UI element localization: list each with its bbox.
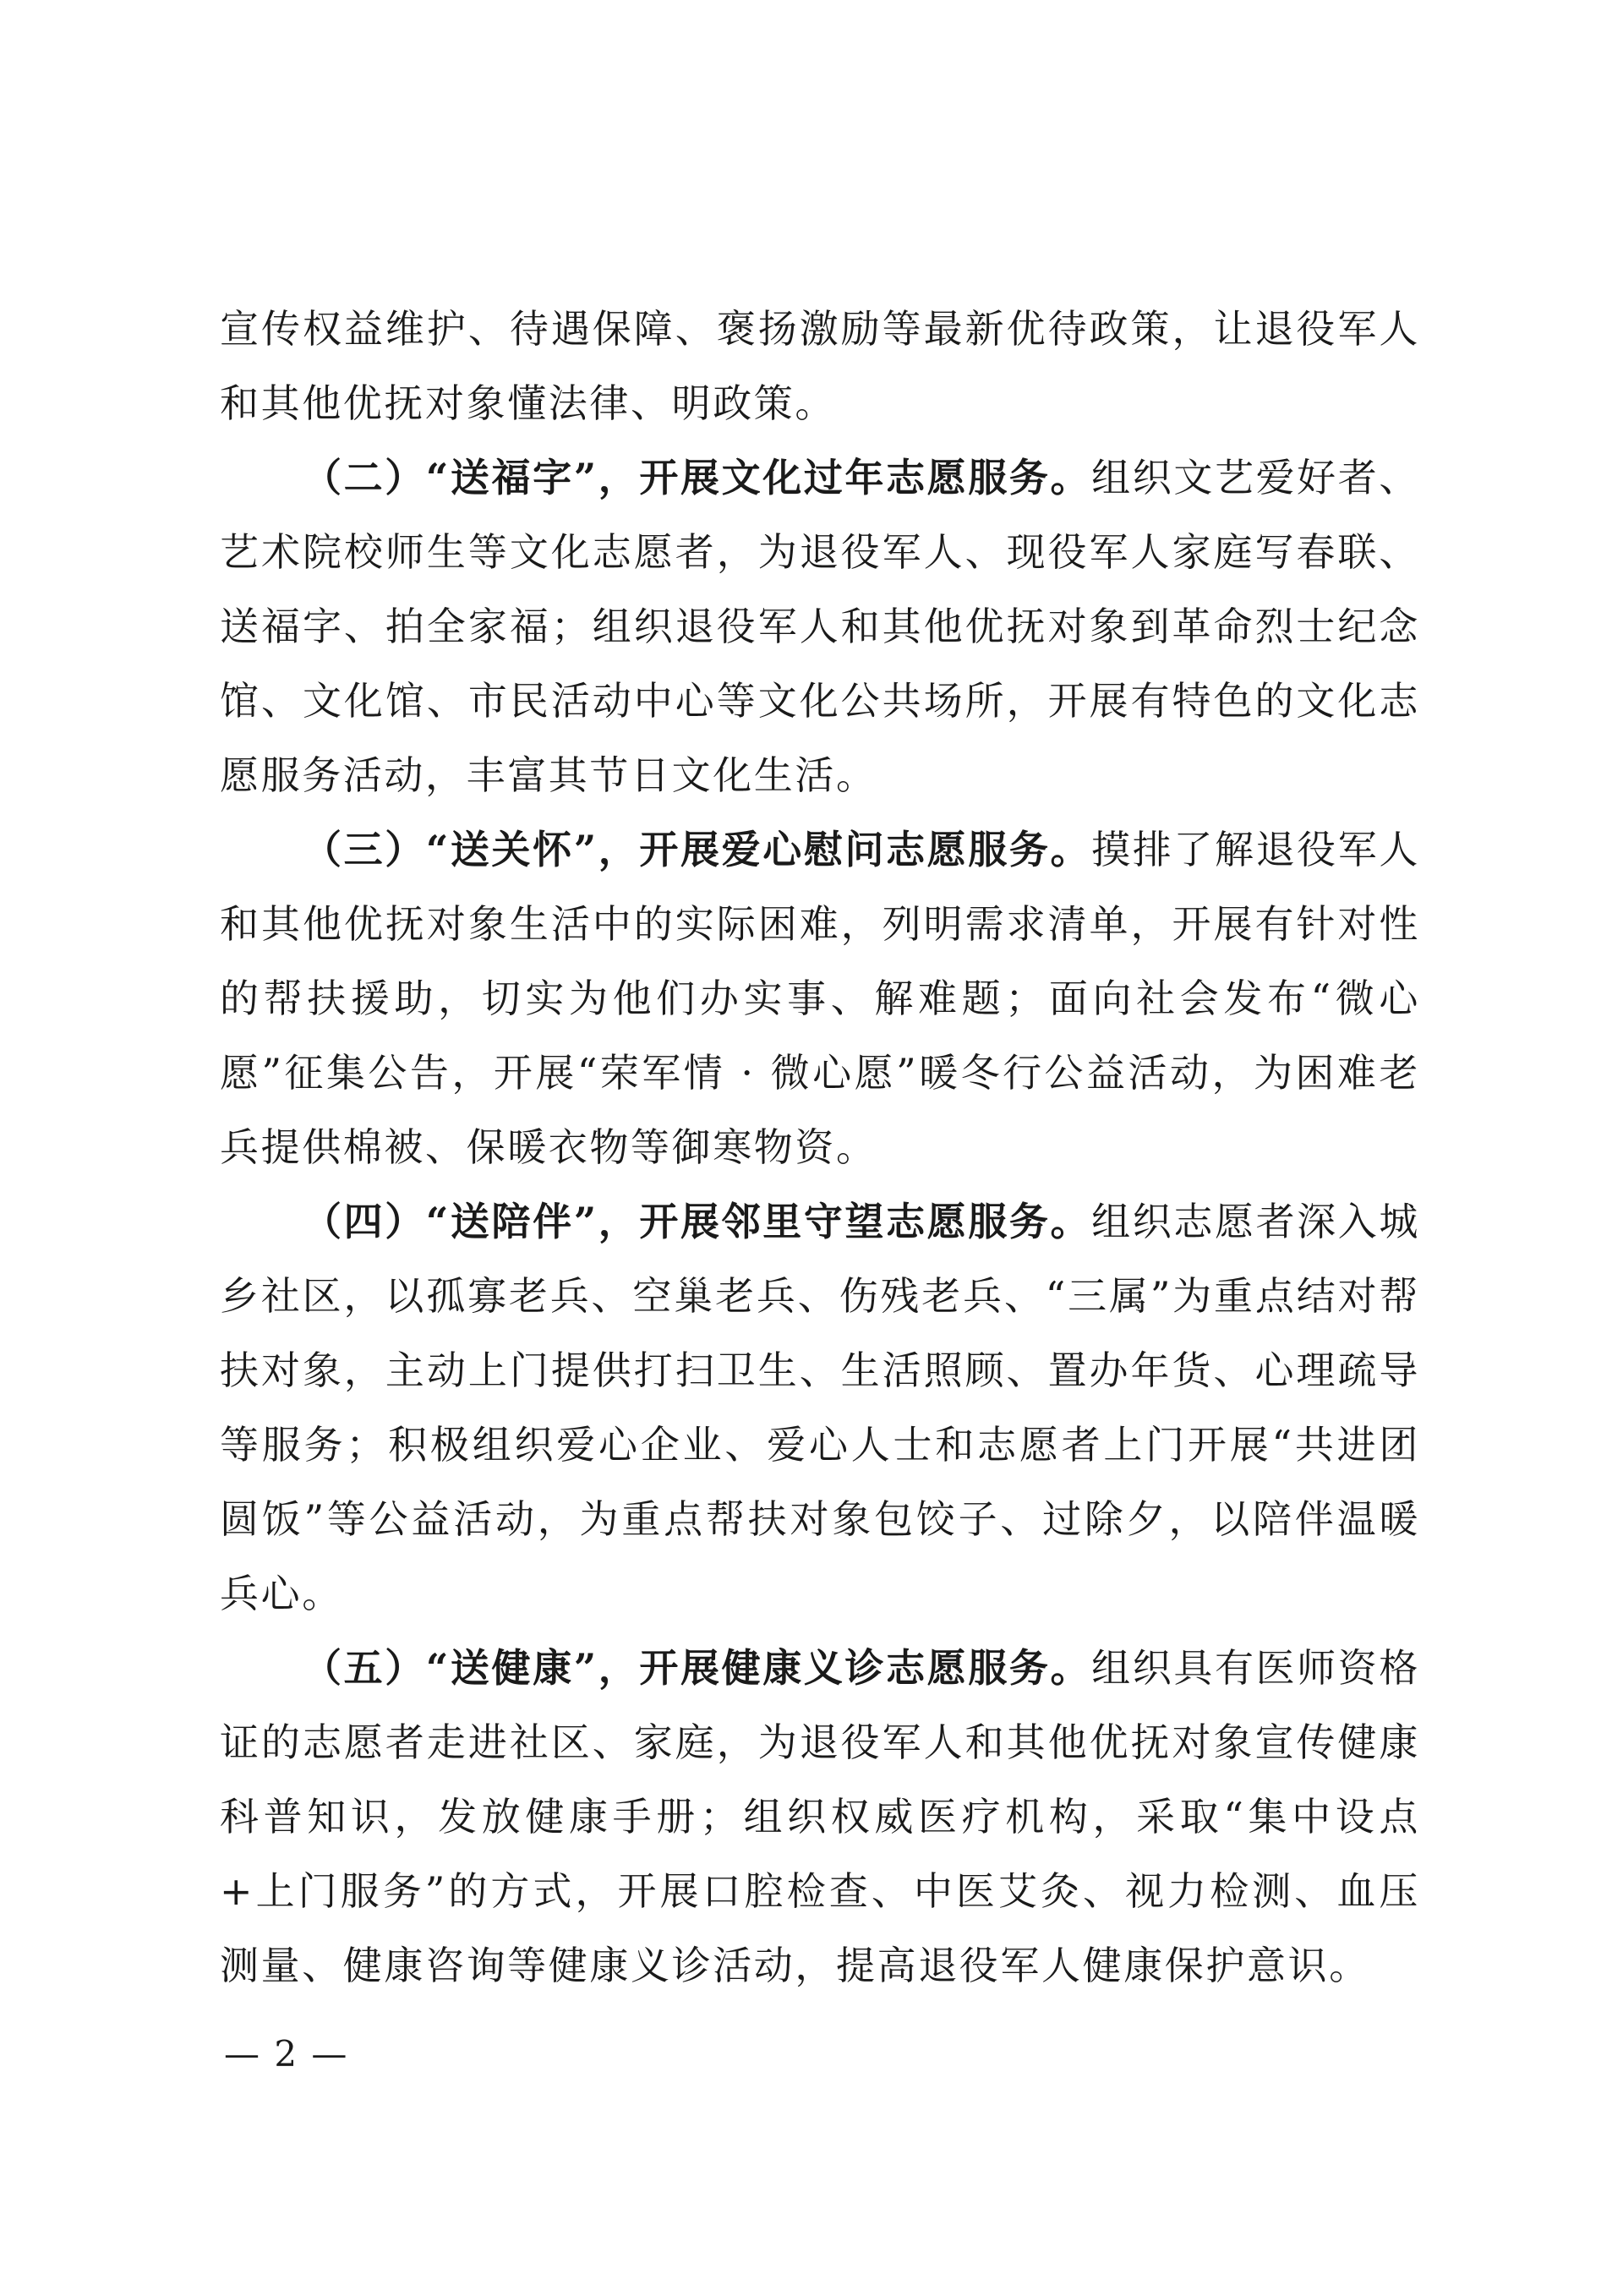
section-heading: （二）“送福字”，开展文化过年志愿服务。 [303, 455, 1092, 500]
paragraph-section-3 [220, 812, 1420, 1184]
paragraph-text: 组织文艺爱好者、艺术院校师生等文化志愿者，为退役军人、现役军人家庭写春联、送福字、拍全家福；组织退役军人和其他优抚对象到革命烈士纪念馆、文化馆、市民活动中心等文化公共场所，开展有特色的文化志愿服务活动，丰富其节日文化生活。 [220, 455, 1420, 798]
section-heading: （三）“送关怀”，开展爱心慰问志愿服务。 [303, 827, 1092, 872]
paragraph-text: 宣传权益维护、待遇保障、褒扬激励等最新优待政策，让退役军人和其他优抚对象懂法律、明政策。 [220, 306, 1420, 426]
document-body [220, 292, 1420, 2003]
paragraph-section-4 [220, 1184, 1420, 1631]
paragraph-section-2 [220, 440, 1420, 812]
paragraph-text: 组织具有医师资格证的志愿者走进社区、家庭，为退役军人和其他优抚对象宣传健康科普知识，发放健康手册；组织权威医疗机构，采取“集中设点+上门服务”的方式，开展口腔检查、中医艾灸、视力检测、血压测量、健康咨询等健康义诊活动，提高退役军人健康保护意识。 [220, 1645, 1420, 1988]
paragraph-continuation [220, 292, 1420, 440]
paragraph-section-5 [220, 1631, 1420, 2003]
paragraph-text: 摸排了解退役军人和其他优抚对象生活中的实际困难，列明需求清单，开展有针对性的帮扶援助，切实为他们办实事、解难题；面向社会发布“微心愿”征集公告，开展“荣军情 · 微心愿”暖冬行公益活动，为困难老兵提供棉被、保暖衣物等御寒物资。 [220, 827, 1420, 1170]
page-number: — 2 — [224, 2033, 349, 2075]
section-heading: （四）“送陪伴”，开展邻里守望志愿服务。 [303, 1199, 1092, 1244]
section-heading: （五）“送健康”，开展健康义诊志愿服务。 [303, 1645, 1092, 1691]
paragraph-text: 组织志愿者深入城乡社区，以孤寡老兵、空巢老兵、伤残老兵、“三属”为重点结对帮扶对象，主动上门提供打扫卫生、生活照顾、置办年货、心理疏导等服务；积极组织爱心企业、爱心人士和志愿者上门开展“共进团圆饭”等公益活动，为重点帮扶对象包饺子、过除夕，以陪伴温暖兵心。 [220, 1199, 1420, 1616]
